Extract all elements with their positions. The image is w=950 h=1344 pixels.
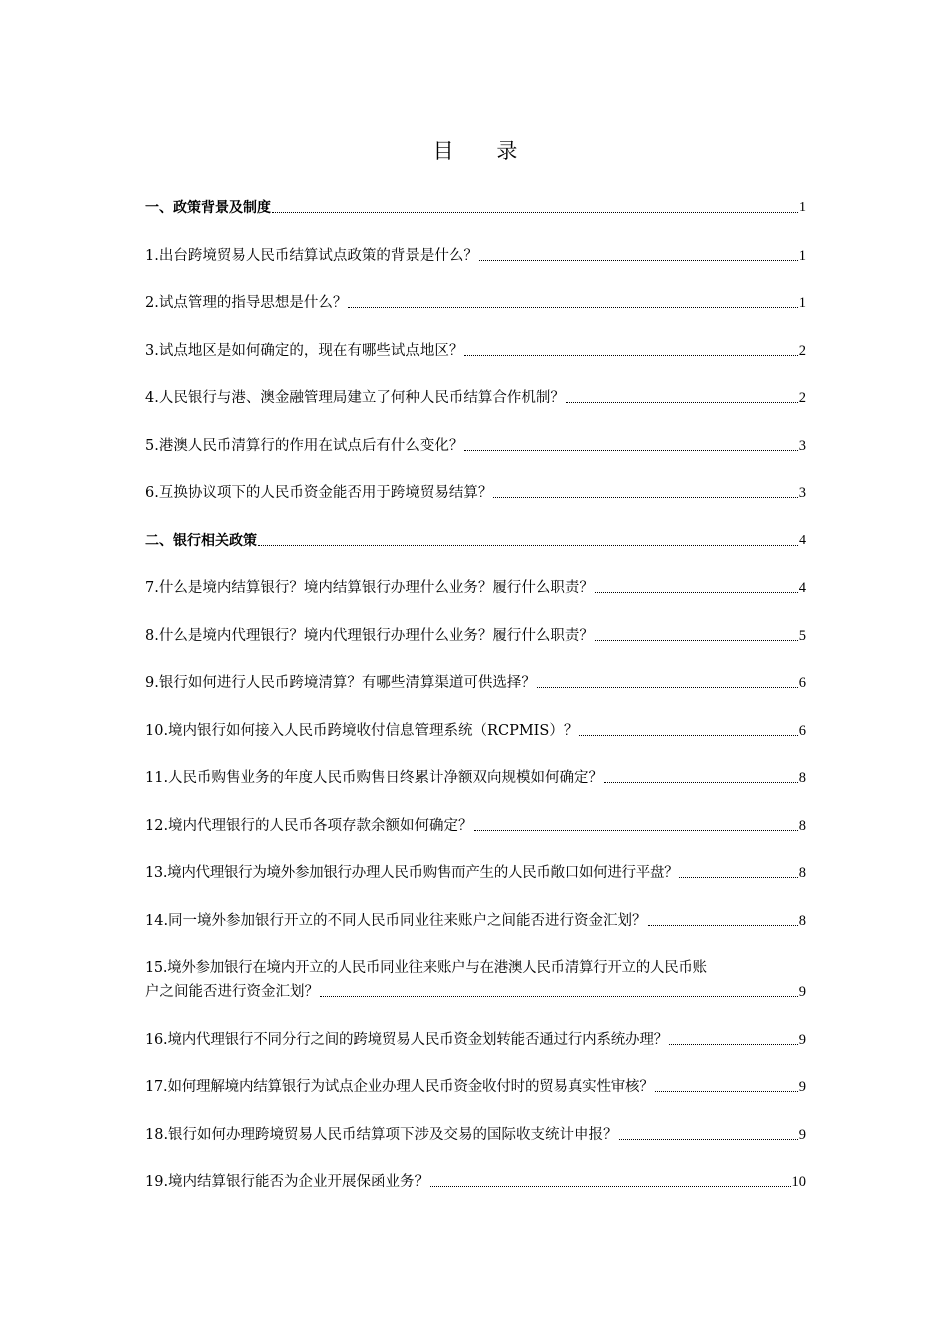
- toc-entry-text: 15.境外参加银行在境内开立的人民币同业往来账户与在港澳人民币清算行开立的人民币账: [145, 960, 707, 976]
- dot-leader: [604, 782, 798, 783]
- toc-page-number: 4: [799, 532, 806, 548]
- toc-entry[interactable]: [145, 197, 806, 219]
- toc-entry[interactable]: [145, 1029, 806, 1051]
- toc-page-number: 9: [798, 1079, 806, 1095]
- dot-leader: [272, 212, 798, 213]
- dot-leader: [430, 1186, 790, 1187]
- toc-entry[interactable]: [145, 672, 806, 694]
- toc-entry[interactable]: [145, 815, 806, 837]
- toc-page-number: 8: [798, 865, 806, 881]
- dot-leader: [320, 996, 798, 997]
- toc-entry[interactable]: [145, 957, 806, 1003]
- toc-entry-text: 2.试点管理的指导思想是什么？: [145, 295, 348, 311]
- toc-page-number: 3: [798, 437, 806, 454]
- toc-entry[interactable]: [145, 720, 806, 742]
- toc-page-number: 2: [798, 342, 806, 359]
- dot-leader: [258, 545, 798, 546]
- toc-entry-text: 12.境内代理银行的人民币各项存款余额如何确定？: [145, 817, 473, 834]
- toc-entry-text: 5.港澳人民币清算行的作用在试点后有什么变化？: [145, 437, 464, 454]
- toc-entry[interactable]: [145, 910, 806, 932]
- toc-entry[interactable]: [145, 1171, 806, 1193]
- dot-leader: [493, 497, 797, 498]
- toc-entry[interactable]: [145, 435, 806, 457]
- toc-entry-text: 13.境内代理银行为境外参加银行办理人民币购售而产生的人民币敞口如何进行平盘？: [145, 865, 679, 881]
- dot-leader: [464, 450, 797, 451]
- toc-entry-text: 9.银行如何进行人民币跨境清算？有哪些清算渠道可供选择？: [145, 675, 536, 691]
- toc-entry[interactable]: [145, 1124, 806, 1146]
- toc-entry-line2: [145, 981, 806, 1003]
- toc-entry[interactable]: [145, 767, 806, 789]
- dot-leader: [595, 592, 798, 593]
- toc-entry-text: 4.人民银行与港、澳金融管理局建立了何种人民币结算合作机制？: [145, 390, 565, 406]
- toc-entry[interactable]: [145, 340, 806, 362]
- dot-leader: [474, 830, 798, 831]
- toc-entry[interactable]: [145, 862, 806, 884]
- toc-entry-text: 16.境内代理银行不同分行之间的跨境贸易人民币资金划转能否通过行内系统办理？: [145, 1031, 668, 1048]
- toc-entry-text: 二、银行相关政策: [145, 532, 257, 549]
- toc-entry-text: 1.出台跨境贸易人民币结算试点政策的背景是什么？: [145, 247, 478, 264]
- dot-leader: [464, 355, 797, 356]
- toc-page-number: 9: [798, 984, 806, 1000]
- toc-entry[interactable]: [145, 292, 806, 314]
- dot-leader: [648, 925, 798, 926]
- toc-entry-text: 19.境内结算银行能否为企业开展保函业务？: [145, 1174, 430, 1190]
- dot-leader: [595, 640, 798, 641]
- dot-leader: [479, 260, 798, 261]
- toc-page-number: 1: [798, 295, 806, 311]
- toc-entry-text-continued: 户之间能否进行资金汇划？: [145, 984, 319, 1000]
- dot-leader: [348, 307, 797, 308]
- toc-page-number: 8: [798, 817, 806, 834]
- page-title: 目 录: [432, 139, 536, 163]
- toc-entry-text: 8.什么是境内代理银行？境内代理银行办理什么业务？履行什么职责？: [145, 627, 594, 644]
- dot-leader: [669, 1044, 798, 1045]
- toc-page-number: 9: [798, 1126, 806, 1143]
- dot-leader: [655, 1091, 798, 1092]
- toc-entry[interactable]: [145, 625, 806, 647]
- toc-entry-text: 10.境内银行如何接入人民币跨境收付信息管理系统（RCPMIS）？: [145, 722, 579, 739]
- toc-page-number: 10: [791, 1174, 806, 1190]
- toc-page-number: 3: [798, 485, 806, 501]
- toc-page-number: 2: [798, 390, 806, 406]
- toc-page-number: 8: [798, 912, 806, 929]
- toc-page-number: 6: [798, 722, 806, 739]
- toc-entry-text: 18.银行如何办理跨境贸易人民币结算项下涉及交易的国际收支统计申报？: [145, 1126, 618, 1143]
- toc-entry[interactable]: [145, 245, 806, 267]
- dot-leader: [566, 402, 798, 403]
- dot-leader: [579, 735, 797, 736]
- toc-entry-text: 11.人民币购售业务的年度人民币购售日终累计净额双向规模如何确定？: [145, 770, 604, 786]
- toc-entry-text: 3.试点地区是如何确定的，现在有哪些试点地区？: [145, 342, 464, 359]
- dot-leader: [537, 687, 798, 688]
- dot-leader: [679, 877, 797, 878]
- toc-page-number: 8: [798, 770, 806, 786]
- toc-entry[interactable]: [145, 482, 806, 504]
- table-of-contents: [145, 197, 806, 1219]
- toc-entry-text: 6.互换协议项下的人民币资金能否用于跨境贸易结算？: [145, 485, 493, 501]
- toc-entry-text: 一、政策背景及制度: [145, 200, 271, 216]
- toc-entry-text: 17.如何理解境内结算银行为试点企业办理人民币资金收付时的贸易真实性审核？: [145, 1079, 654, 1095]
- toc-entry[interactable]: [145, 577, 806, 599]
- toc-entry-text: 14.同一境外参加银行开立的不同人民币同业往来账户之间能否进行资金汇划？: [145, 912, 647, 929]
- toc-entry-text: 7.什么是境内结算银行？境内结算银行办理什么业务？履行什么职责？: [145, 580, 594, 596]
- toc-page-number: 1: [799, 200, 806, 215]
- dot-leader: [619, 1139, 798, 1140]
- toc-entry[interactable]: [145, 387, 806, 409]
- toc-page-number: 6: [798, 675, 806, 691]
- toc-entry[interactable]: [145, 1076, 806, 1098]
- toc-page-number: 9: [798, 1031, 806, 1048]
- toc-entry[interactable]: [145, 530, 806, 552]
- toc-page-number: 5: [798, 627, 806, 644]
- toc-page-number: 4: [798, 580, 806, 596]
- toc-page-number: 1: [798, 247, 806, 264]
